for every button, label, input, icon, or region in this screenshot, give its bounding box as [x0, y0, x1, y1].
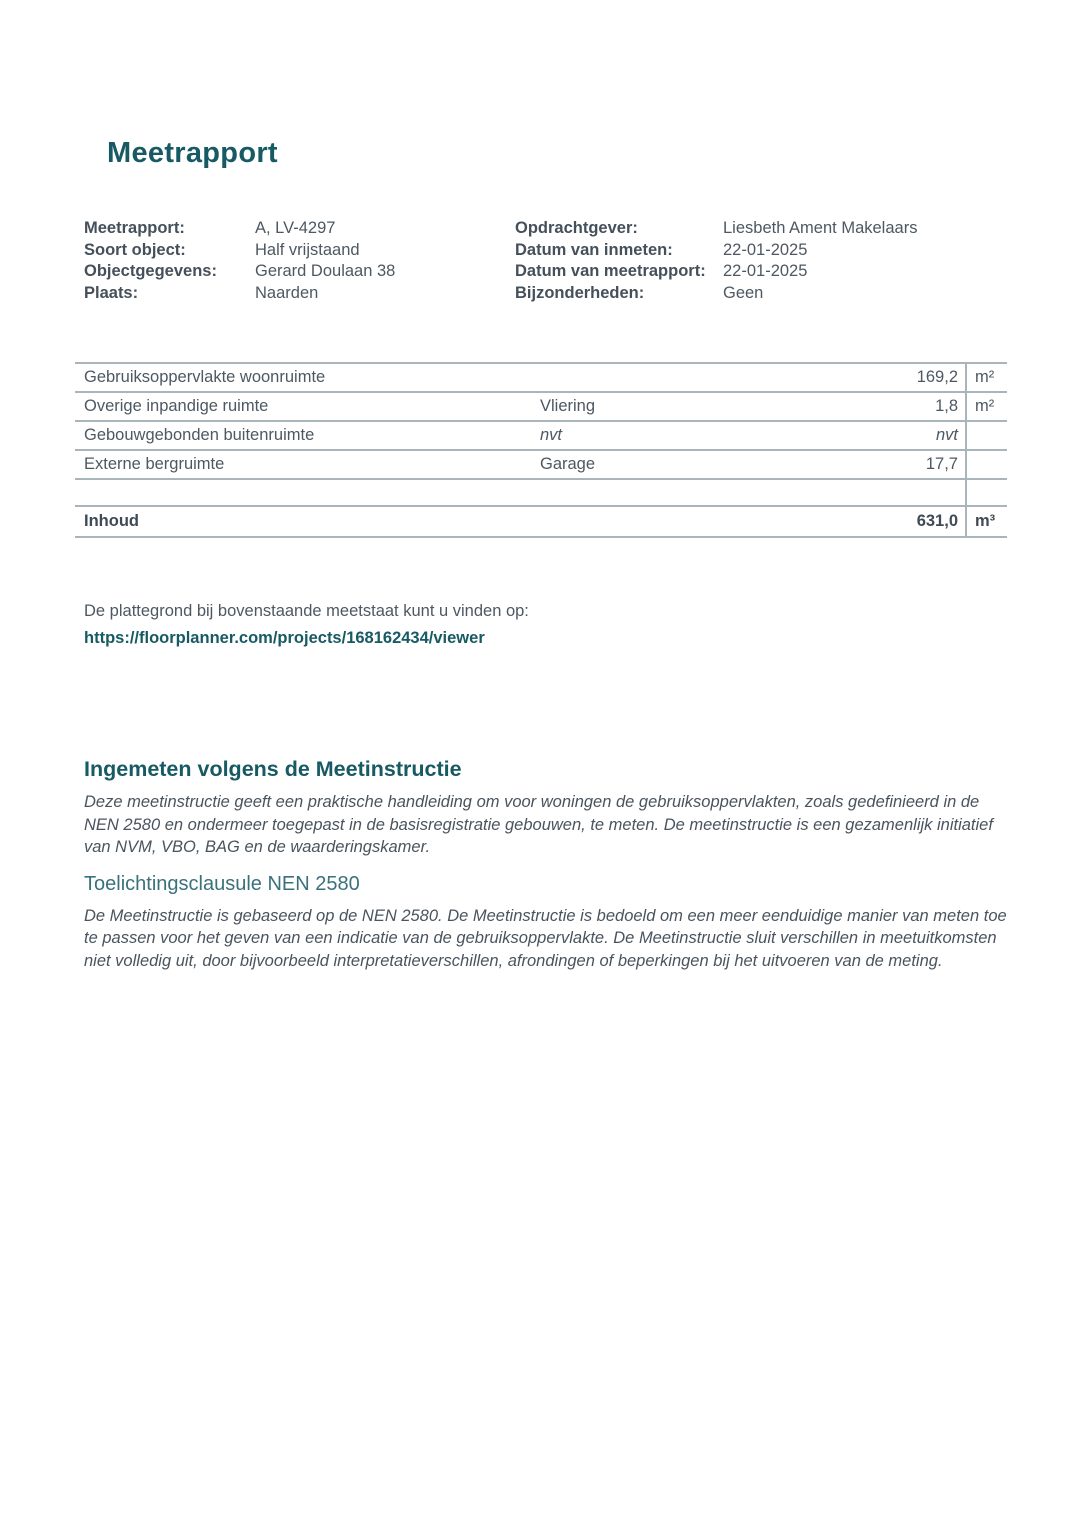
meta-row-plaats	[84, 283, 515, 305]
row-name: Gebruiksoppervlakte woonruimte	[84, 368, 326, 386]
row-value: 1,8	[935, 397, 958, 415]
meta-row-datum-inmeten	[515, 240, 1007, 262]
row-value: 169,2	[916, 368, 958, 386]
row-unit	[965, 422, 1007, 449]
meta-label: Datum van inmeten:	[515, 240, 673, 259]
meta-label: Meetrapport:	[84, 219, 185, 237]
meta-row-bijzonderheden	[515, 283, 1007, 305]
total-value: 631,0	[916, 512, 958, 530]
meta-row-opdrachtgever	[515, 218, 1007, 240]
row-extra: nvt	[540, 426, 563, 444]
meta-value: Liesbeth Ament Makelaars	[723, 219, 918, 237]
section-heading-meetinstructie: Ingemeten volgens de Meetinstructie	[84, 757, 462, 781]
toelichting-paragraph: De Meetinstructie is gebaseerd op de NEN 2580. De Meetinstructie is bedoeld om een meer eenduidige manier van meten toe te passen voor het geven van een indicatie van de gebruiksoppervlakte. De Meetinstructie sluit verschillen in meetuitkomsten niet volledig uit, door bijvoorbeeld interpretatieverschillen, afrondingen of beperkingen bij het uitvoeren van de meting.	[84, 906, 1007, 970]
row-value: 17,7	[925, 455, 958, 473]
meta-label: Opdrachtgever:	[515, 219, 638, 237]
meta-row-objectgegevens	[84, 261, 515, 283]
meta-row-datum-meetrapport	[515, 261, 1007, 283]
meta-value: 22-01-2025	[723, 262, 808, 280]
meta-value: Naarden	[255, 283, 319, 302]
row-extra: Vliering	[540, 397, 596, 415]
meetinstructie-paragraph: Deze meetinstructie geeft een praktische handleiding om voor woningen de gebruiksoppervlakten, zoals gedefinieerd in de NEN 2580 en ondermeer toegepast in de basisregistratie gebouwen, te meten. De meetinstructie is een gezamenlijk initiatief van NVM, VBO, BAG en de waarderingskamer.	[84, 793, 993, 856]
total-unit: m³	[965, 507, 1007, 536]
row-name: Externe bergruimte	[84, 455, 225, 473]
total-name: Inhoud	[84, 512, 139, 530]
row-name: Overige inpandige ruimte	[84, 397, 269, 415]
meta-value: Half vrijstaand	[255, 240, 360, 259]
metadata-left-column	[84, 218, 515, 304]
row-unit: m²	[965, 393, 1007, 420]
meta-value: Gerard Doulaan 38	[255, 262, 396, 280]
table-spacer-row	[75, 478, 1007, 505]
meta-row-meetrapport	[84, 218, 515, 240]
page-title: Meetrapport	[107, 137, 278, 169]
table-row	[75, 391, 1007, 420]
page-content	[0, 136, 1080, 972]
section-heading-toelichting: Toelichtingsclausule NEN 2580	[84, 872, 360, 895]
row-unit	[965, 451, 1007, 478]
meta-label: Bijzonderheden:	[515, 283, 645, 302]
metadata-block	[84, 218, 1007, 304]
row-name: Gebouwgebonden buitenruimte	[84, 426, 315, 444]
meta-row-soort-object	[84, 240, 515, 262]
meta-value: Geen	[723, 283, 764, 302]
table-row	[75, 449, 1007, 478]
row-unit: m²	[965, 364, 1007, 391]
row-extra: Garage	[540, 455, 596, 473]
table-row	[75, 362, 1007, 391]
floorplan-link[interactable]: https://floorplanner.com/projects/168162434/viewer	[84, 629, 485, 647]
metadata-right-column	[515, 218, 1007, 304]
meta-label: Soort object:	[84, 240, 186, 259]
meta-label: Datum van meetrapport:	[515, 262, 706, 280]
row-value: nvt	[935, 426, 958, 444]
measurement-table	[75, 362, 1007, 538]
meta-label: Objectgegevens:	[84, 262, 217, 280]
table-row	[75, 420, 1007, 449]
meta-value: A, LV-4297	[255, 219, 336, 237]
meta-value: 22-01-2025	[723, 240, 808, 259]
table-total-row	[75, 505, 1007, 536]
floorplan-block	[84, 598, 1007, 652]
meta-label: Plaats:	[84, 283, 139, 302]
floorplan-intro-text: De plattegrond bij bovenstaande meetstaat kunt u vinden op:	[84, 602, 529, 620]
